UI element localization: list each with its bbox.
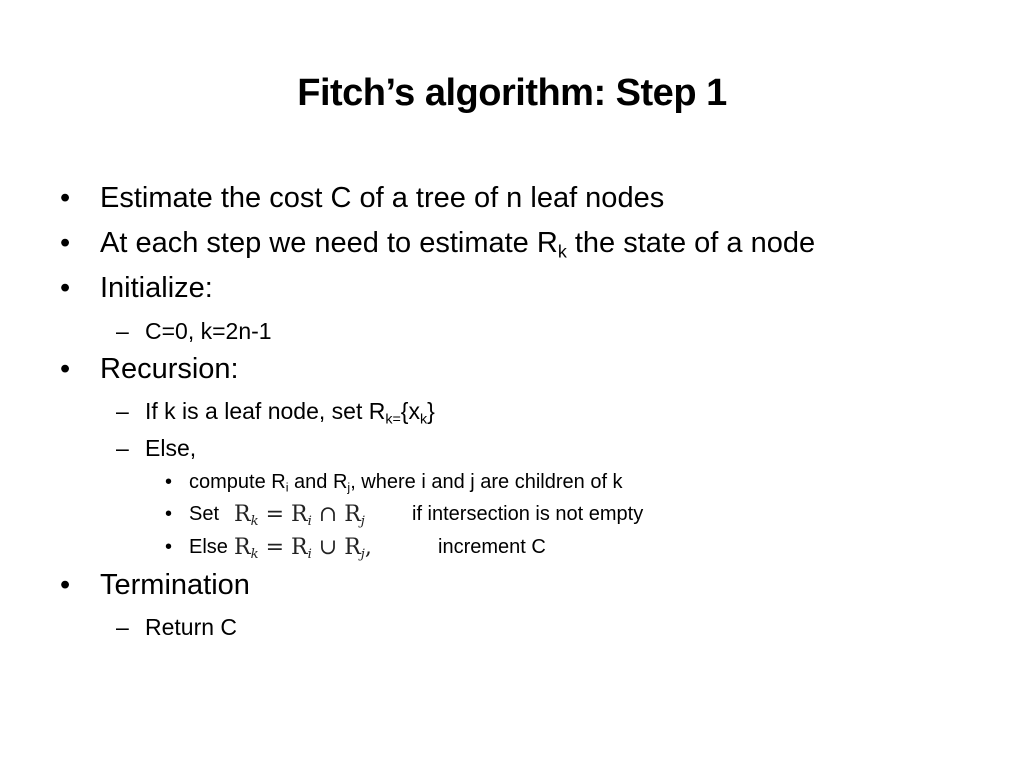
text: } [427, 398, 435, 424]
bullet-marker: • [60, 227, 71, 259]
bullet-each-step [100, 227, 815, 260]
sub-item-return-c: Return C [145, 614, 238, 640]
bullet-recursion: Recursion: [100, 353, 239, 385]
text: If k is a leaf node, set R [145, 398, 386, 424]
bullet-marker: • [165, 471, 173, 493]
subscript: k [419, 411, 428, 428]
dash-marker: – [116, 318, 129, 344]
subscript: k [557, 241, 567, 262]
dash-marker: – [116, 398, 129, 424]
bullet-marker: • [60, 182, 71, 214]
subscript: k= [385, 411, 401, 428]
formula-intersection: $R_k = R_i$ ∩ $R_j$ [234, 502, 365, 529]
bullet-marker: • [60, 272, 71, 304]
text: {x [400, 398, 420, 424]
text: and R [288, 471, 348, 493]
sub-sub-item-set-label: Set [189, 503, 220, 525]
sub-sub-item-compute [189, 471, 623, 494]
bullet-termination: Termination [100, 569, 250, 601]
bullet-marker: • [60, 569, 71, 601]
bullet-marker: • [165, 536, 173, 558]
subscript: i [285, 480, 289, 495]
slide-title: Fitch’s algorithm: Step 1 [297, 72, 727, 114]
text: , where i and j are children of k [350, 471, 623, 493]
subscript: j [347, 480, 351, 495]
sub-item-leaf-node [145, 398, 435, 428]
text: compute R [189, 471, 286, 493]
bullet-initialize: Initialize: [100, 272, 213, 304]
sub-item-init-value: C=0, k=2n-1 [145, 318, 272, 344]
bullet-marker: • [165, 503, 173, 525]
sub-item-else: Else, [145, 435, 197, 461]
formula-union: $R_k = R_i$ ∪ $R_j$, [234, 535, 372, 562]
bullet-marker: • [60, 353, 71, 385]
dash-marker: – [116, 435, 129, 461]
sub-sub-item-else-action: increment C [438, 536, 546, 558]
sub-sub-item-set-condition: if intersection is not empty [412, 503, 644, 525]
text: At each step we need to estimate R [100, 227, 558, 259]
sub-sub-item-else-label: Else [189, 536, 228, 558]
dash-marker: – [116, 614, 129, 640]
bullet-estimate-cost: Estimate the cost C of a tree of n leaf nodes [100, 182, 665, 214]
text: the state of a node [566, 227, 816, 259]
